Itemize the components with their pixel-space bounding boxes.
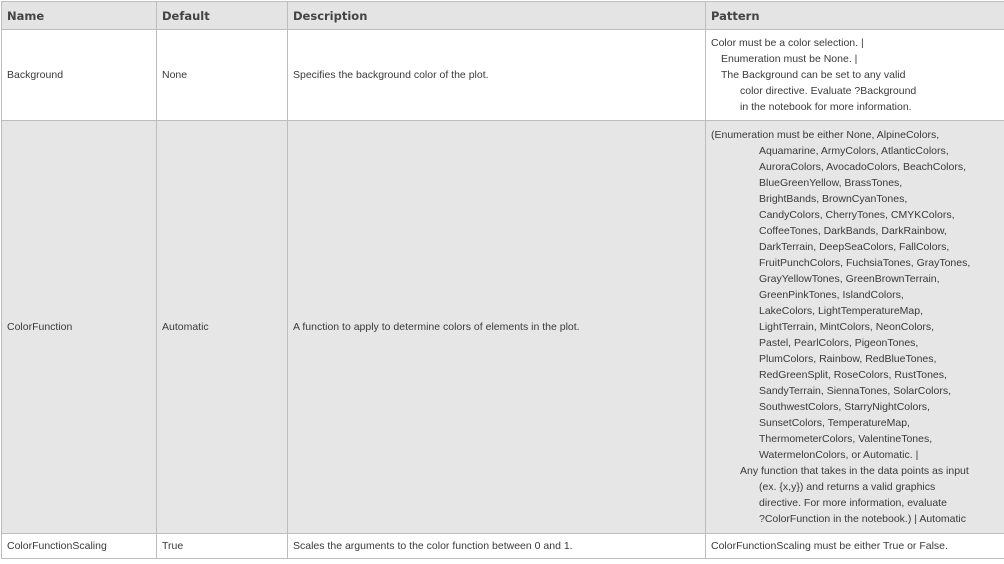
pattern-line: in the notebook for more information. — [740, 101, 912, 113]
option-default: Automatic — [157, 121, 288, 534]
pattern-line: BlueGreenYellow, BrassTones, — [759, 177, 903, 189]
pattern-line: Any function that takes in the data points as input — [740, 465, 969, 477]
pattern-line: FruitPunchColors, FuchsiaTones, GrayTones, — [759, 257, 971, 269]
option-name: ColorFunction — [2, 121, 157, 534]
pattern-line: CandyColors, CherryTones, CMYKColors, — [759, 209, 955, 221]
pattern-line: color directive. Evaluate ?Background — [740, 85, 917, 97]
pattern-line: Enumeration must be None. | — [721, 53, 858, 65]
option-description: A function to apply to determine colors of elements in the plot. — [288, 121, 706, 534]
pattern-line: CoffeeTones, DarkBands, DarkRainbow, — [759, 225, 947, 237]
option-description: Scales the arguments to the color function between 0 and 1. — [288, 534, 706, 559]
pattern-line: GreenPinkTones, IslandColors, — [759, 289, 904, 301]
pattern-line: SandyTerrain, SiennaTones, SolarColors, — [759, 385, 952, 397]
option-pattern — [706, 30, 1004, 121]
option-description: Specifies the background color of the plot. — [288, 30, 706, 121]
pattern-line: WatermelonColors, or Automatic. | — [759, 449, 919, 461]
header-row — [2, 2, 1004, 30]
pattern-line: (ex. {x,y}) and returns a valid graphics — [759, 481, 936, 493]
pattern-line: PlumColors, Rainbow, RedBlueTones, — [759, 353, 937, 365]
table-row — [2, 534, 1004, 559]
table-row — [2, 30, 1004, 121]
option-name: Background — [2, 30, 157, 121]
option-name: ColorFunctionScaling — [2, 534, 157, 559]
option-default: None — [157, 30, 288, 121]
pattern-line: SunsetColors, TemperatureMap, — [759, 417, 910, 429]
pattern-line: GrayYellowTones, GreenBrownTerrain, — [759, 273, 940, 285]
option-pattern — [706, 121, 1004, 534]
pattern-line: ColorFunctionScaling must be either True or False. — [711, 540, 948, 552]
pattern-line: SouthwestColors, StarryNightColors, — [759, 401, 930, 413]
pattern-line: BrightBands, BrownCyanTones, — [759, 193, 908, 205]
header-description: Description — [288, 2, 706, 30]
pattern-line: AuroraColors, AvocadoColors, BeachColors, — [759, 161, 966, 173]
pattern-line: LakeColors, LightTemperatureMap, — [759, 305, 924, 317]
pattern-line: DarkTerrain, DeepSeaColors, FallColors, — [759, 241, 950, 253]
header-pattern: Pattern — [706, 2, 1004, 30]
pattern-line: LightTerrain, MintColors, NeonColors, — [759, 321, 935, 333]
pattern-line: ?ColorFunction in the notebook.) | Automatic — [759, 513, 967, 525]
options-table — [1, 1, 1004, 559]
pattern-line: RedGreenSplit, RoseColors, RustTones, — [759, 369, 947, 381]
header-name: Name — [2, 2, 157, 30]
pattern-line: Color must be a color selection. | — [711, 37, 864, 49]
header-default: Default — [157, 2, 288, 30]
pattern-line: Pastel, PearlColors, PigeonTones, — [759, 337, 919, 349]
option-default: True — [157, 534, 288, 559]
table-row — [2, 121, 1004, 534]
pattern-line: The Background can be set to any valid — [721, 69, 906, 81]
pattern-line: ThermometerColors, ValentineTones, — [759, 433, 933, 445]
option-pattern — [706, 534, 1004, 559]
pattern-line: (Enumeration must be either None, AlpineColors, — [711, 129, 940, 141]
pattern-line: Aquamarine, ArmyColors, AtlanticColors, — [759, 145, 949, 157]
pattern-line: directive. For more information, evaluate — [759, 497, 947, 509]
